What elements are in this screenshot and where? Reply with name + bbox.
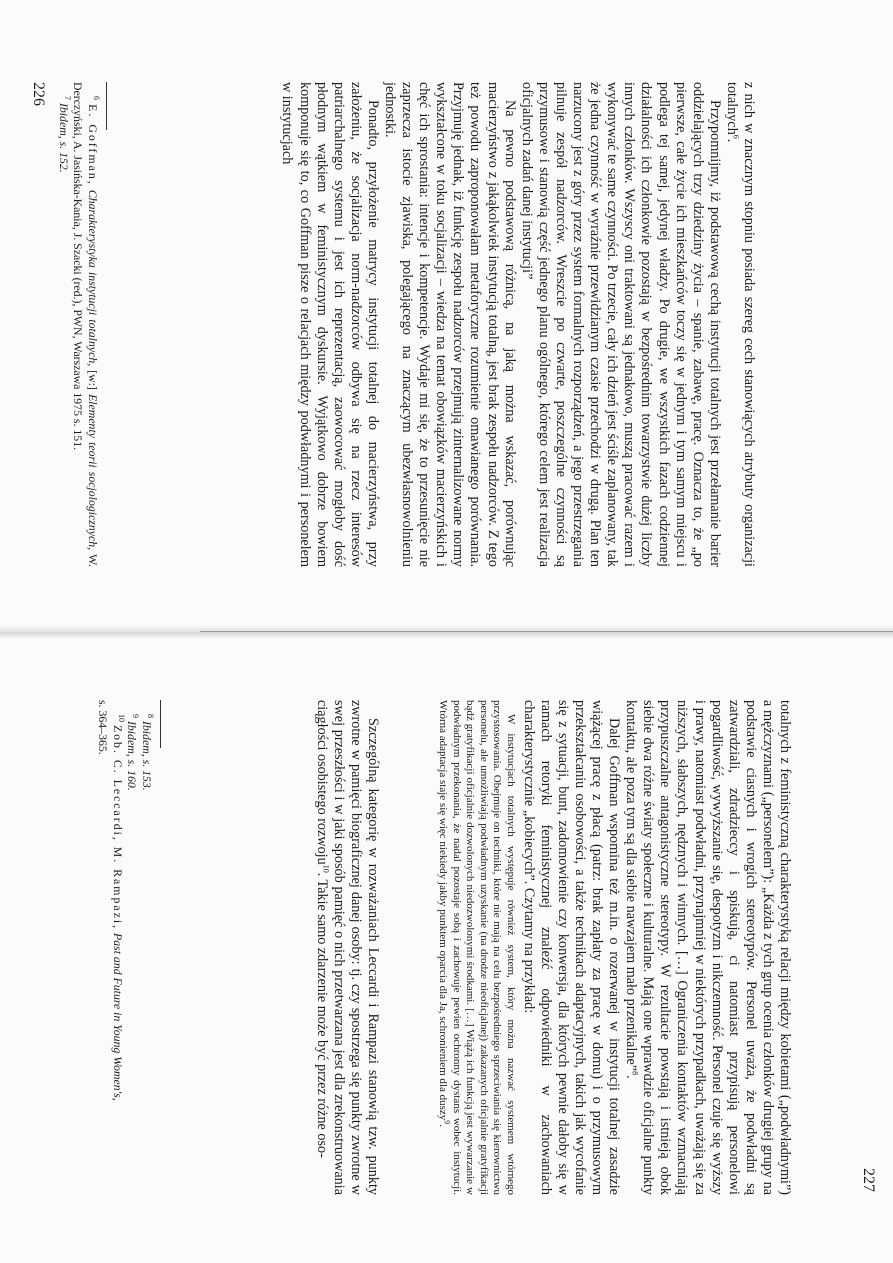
page-227-folio-layer <box>0 640 893 1260</box>
footnote-9: $^9$ Ibidem, s. 160. <box>125 714 141 791</box>
footnote-ref: 6 <box>731 134 741 139</box>
paragraph: Ponadto, przyłożenie matrycy instytucji totalnej do macierzyństwa, przy założeniu, że socjalizacja norm-nadzorców odbywa się na rzecz interesów patriarchalnego systemu i jest ich reprezentacją, zaowocować mogłoby dość płodnym wątkiem w feministycznym dyskursie. Wyjątkowo dobrze bowiem komponuje się to, co Goffman pisze o relacjach między podwładnymi i personelem w instytucjach <box>279 82 381 567</box>
page-226 <box>0 0 893 620</box>
paragraph: Szczególną kategorię w rozważaniach Leccardi i Rampazi stanowią tzw. punkty zwrotne w pamięci biograficznej danej osoby: tj. czy spostrzega się punkty zwrotne w swej przeszłości i w jaki sposób pamięć o nich przetwarzana jest dla zrekonstruowania ciągłości osobistego rozwoju$^{10}$. Takie samo zdarzenie może być przez różne oso- <box>313 700 381 1195</box>
paragraph: Przypomnijmy, iż podstawową cechą instytucji totalnych jest przełamanie barier oddzielających trzy dziedziny życia – spanie, zabawę, pracę. Oznacza to, że „po pierwsze, całe życie ich mieszkańców toczy się w jednym i tym samym miejscu i podlega tej samej, jedynej władzy. Po drugie, we wszystkich fazach codziennej działalności ich członkowie pozostają w bezpośrednim towarzystwie dużej liczby innych członków. Wszyscy oni traktowani są jednakowo, muszą pracować razem i wykonywać te same czynności. Po trzecie, cały ich dzień jest ściśle zaplanowany, tak że jedna czynność w wyraźnie przewidzianym czasie przechodzi w drugą. Plan ten narzucony jest z góry przez system formalnych rozporządzeń, a jego przestrzegania pilnuje zespół nadzorców. Wreszcie po czwarte, poszczególne czynności są przymusowe i stanowią część jednego planu ogólnego, którego celem jest realizacja oficjalnych zadań danej instytucji” <box>518 82 723 567</box>
footnote-rule <box>106 82 107 130</box>
footnote-6: $^6$ E. Goffman, Charakterystyka instytucji totalnych, [w:] Elementy teorii socjologicznych, W. Derczyński, A. Jasińska-Kania, J. Szacki (red.), PWN, Warszawa 1975 s. 151. <box>71 82 101 567</box>
gutter-line <box>200 631 893 632</box>
page-226-footnotes <box>57 82 101 567</box>
footnote-8: $^8$ Ibidem, s. 153. <box>140 714 155 791</box>
quote-text: W instytucjach totalnych występuje również system, który można nazwać systemem wtórnego przystosowania. Obejmuje on techniki, które nie mają na celu bezpośredniego sprzeciwiania się kierownictwu personelu, ale umożliwiają podwładnym uzyskanie (na drodze nieoficjalnej) zakazanych oficjalnie gratyfikacji bądź gratyfikacji oficjalnie dozwolonych niedozwolonymi środkami. […] Wiążą ich funkcją jest wywarzanie w podwładnym przekonania, że nadal pozostaje sobą i zachowuje pewien ochronny dystans wobec instytucji. Wtórna adaptacja staje się więc niekiedy jakby punktem oparcia dla Ja, schronieniem dla duszy$^9$. <box>437 700 517 1195</box>
paragraph: Na pewno podstawową różnicą, na jaką można wskazać, porównując macierzyństwo z jakąkolwiek instytucją totalną, jest brak zespołu nadzorców. Z tego też powodu zaproponowałam metaforyczne rozumienie omawianego porównania. Przyjmuję jednak, iż funkcję zespołu nadzorców przejmują zinternalizowane normy wykształcone w toku socjalizacji – wiedza na temat obowiązków macierzyńskich i chęć ich sprostania: intencje i kompetencje. Wydaje mi się, że to przesunięcie nie zaprzecza istocie zjawiska, polegającego na znaczącym ubezwłasnowolnieniu jednostki. <box>382 82 518 567</box>
book-gutter <box>0 625 893 639</box>
paragraph: totalnych z feministyczną charakterystyką relacji między kobietami („podwładnymi”) a mężczyznami („personelem”): „Każda z tych grup ocenia członków drugiej grupy na podstawie ciasnych i wrogich stereotypów. Personel uważa, że podwładni są zatwardziali, zdradzieccy i spiskują, ci natomiast przypisują personelowi pogardliwość, wywyższanie się, despotyzm i nikczemność. Personel czuje się wyższy i prawy, natomiast podwładni, przynajmniej w niektórych przypadkach, uważają się za niższych, słabszych, nędznych i winnych. […] Ograniczenia kontaktów wzmacniają przypuszczalne antagonistyczne stereotypy. W rezultacie powstają i istnieją obok siebie dwa różne światy społeczne i kulturalne. Mają one wprawdzie oficjalne punkty kontaktu, ale poza tym są dla siebie nawzajem mało przenikalne”$^8$. <box>623 700 793 1195</box>
paragraph: z nich w znacznym stopniu posiada szereg cech stanowiących atrybuty organizacji totalnych$^6$. <box>723 82 757 567</box>
footnote-10-cont: s. 364–365. <box>96 700 111 755</box>
footnote-10: $^{10}$ Zob. C. Leccardi, M. Rampazi, Past and Future in Young Women's, <box>111 714 126 1101</box>
page-number-227: 227 <box>860 1168 877 1192</box>
footnote-7: $^7$ Ibidem, s. 152. <box>57 96 72 173</box>
paragraph: Dalej Goffman wspomina też m.in. o rozerwanej w instytucji totalnej zasadzie wiążącej pracę z płacą (patrz: brak zapłaty za pracę w domu) i o przymusowym przekształcaniu osobowości, a także technikach adaptacyjnych, takich jak wycofanie się z sytuacji, bunt, zadomowienie czy konwersja, dla których pewnie dałoby się w ramach retoryki feministycznej znaleźć odpowiedniki w zachowaniach charakterystycznie „kobiecych”. Czytamy na przykład: <box>520 700 623 1195</box>
page-226-body <box>278 82 757 567</box>
page-number: 226 <box>30 82 47 106</box>
